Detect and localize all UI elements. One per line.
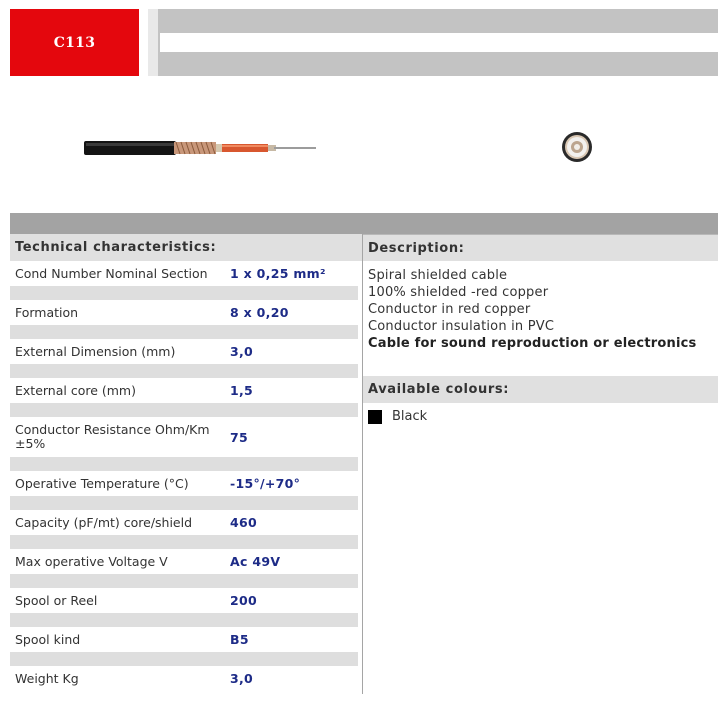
tech-value: B5	[230, 632, 249, 647]
row-separator	[10, 613, 358, 627]
description-line: Spiral shielded cable	[368, 268, 508, 283]
description-highlight: Cable for sound reproduction or electronics	[368, 336, 697, 351]
tech-row	[10, 378, 362, 403]
header-title-field	[160, 33, 718, 52]
row-separator	[10, 457, 358, 471]
cable-cross-section-image	[558, 130, 596, 164]
tech-label: Capacity (pF/mt) core/shield	[15, 514, 193, 530]
cable-side-image	[84, 134, 320, 162]
tech-label: Formation	[15, 304, 79, 320]
row-separator	[10, 535, 358, 549]
tech-label: Weight Kg	[15, 670, 79, 686]
colour-item	[363, 409, 718, 424]
tech-row	[10, 549, 362, 574]
tech-row	[10, 627, 362, 652]
row-separator	[10, 496, 358, 510]
technical-title: Technical characteristics:	[10, 234, 362, 261]
tech-row	[10, 471, 362, 496]
tech-value: 1 x 0,25 mm²	[230, 266, 326, 281]
colour-name: Black	[392, 409, 428, 424]
row-separator	[10, 403, 358, 417]
tech-row	[10, 417, 362, 457]
tech-label: External core (mm)	[15, 382, 136, 398]
row-separator	[10, 574, 358, 588]
colour-swatch	[368, 410, 382, 424]
tech-value: 3,0	[230, 344, 254, 359]
tech-label: Max operative Voltage V	[15, 553, 168, 569]
header-bar-edge	[148, 9, 158, 76]
description-line: Conductor insulation in PVC	[368, 319, 555, 334]
description-line: Conductor in red copper	[368, 302, 531, 317]
row-separator	[10, 325, 358, 339]
tech-label: Cond Number Nominal Section	[15, 265, 208, 281]
tech-label: Operative Temperature (°C)	[15, 475, 189, 491]
tech-row	[10, 510, 362, 535]
technical-characteristics	[10, 234, 362, 691]
tech-label: Spool kind	[15, 631, 81, 647]
tech-value: 460	[230, 515, 257, 530]
tech-row	[10, 300, 362, 325]
tech-row	[10, 261, 362, 286]
tech-label: Spool or Reel	[15, 592, 98, 608]
tech-value: 3,0	[230, 671, 254, 686]
tech-value: 200	[230, 593, 257, 608]
technical-table	[10, 261, 362, 691]
tech-value: 1,5	[230, 383, 254, 398]
tech-value: 8 x 0,20	[230, 305, 289, 320]
description-line: 100% shielded -red copper	[368, 285, 549, 300]
tech-value: Ac 49V	[230, 554, 281, 569]
row-separator	[10, 364, 358, 378]
description-panel	[363, 234, 718, 424]
tech-row	[10, 339, 362, 364]
description-title: Description:	[363, 234, 718, 261]
section-separator	[10, 213, 718, 234]
tech-label: External Dimension (mm)	[15, 343, 176, 359]
tech-row	[10, 588, 362, 613]
colours-title: Available colours:	[363, 376, 718, 403]
product-code-badge	[10, 9, 139, 76]
tech-value: -15°/+70°	[230, 476, 301, 491]
tech-value: 75	[230, 429, 248, 445]
row-separator	[10, 286, 358, 300]
product-code: C113	[53, 34, 96, 51]
row-separator	[10, 652, 358, 666]
tech-label: Conductor Resistance Ohm/Km ±5%	[15, 422, 210, 451]
tech-row	[10, 666, 362, 691]
